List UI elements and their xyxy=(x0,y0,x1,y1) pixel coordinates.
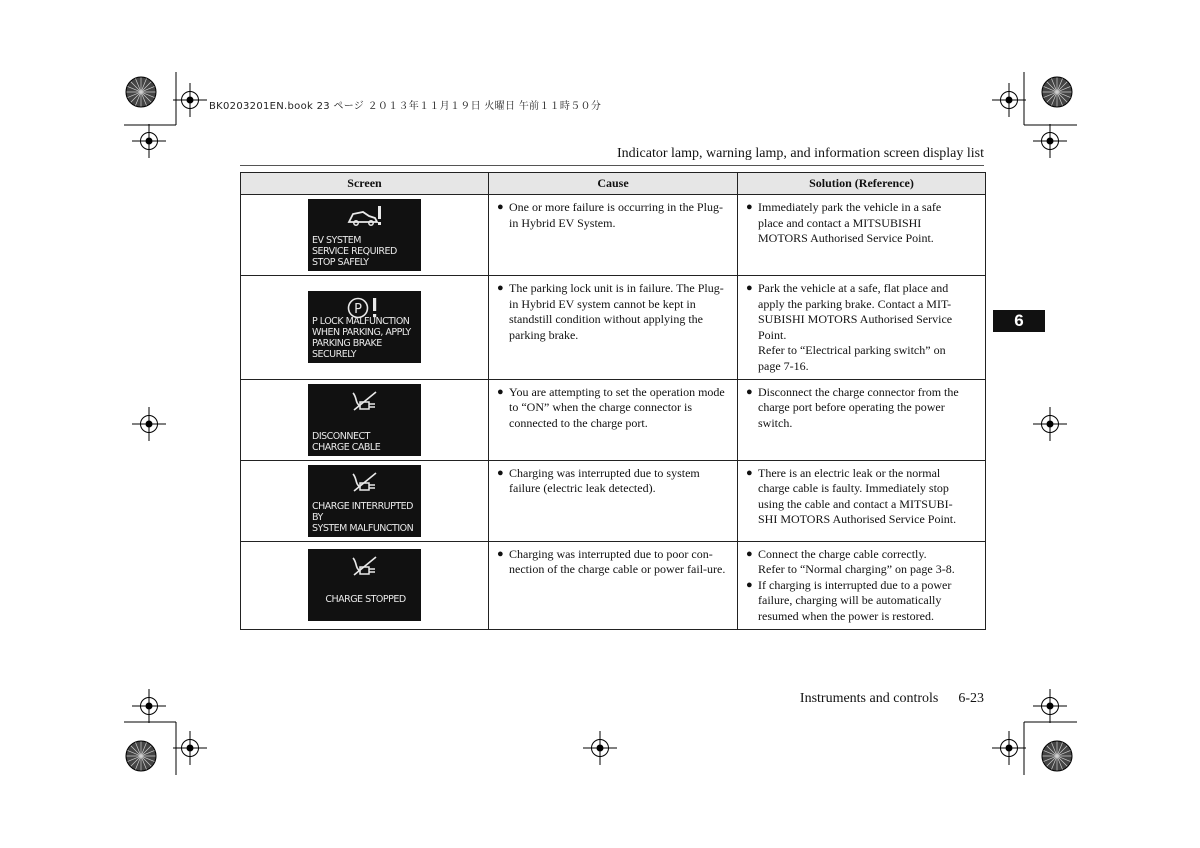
cause-cell xyxy=(489,379,738,460)
screen-cell xyxy=(241,379,489,460)
info-screen-display xyxy=(308,384,421,456)
column-header-solution: Solution (Reference) xyxy=(738,173,986,195)
cause-text: Charging was interrupted due to system failure (electric leak detected). xyxy=(509,465,700,496)
bullet-icon: ● xyxy=(746,578,753,591)
page-footer xyxy=(740,691,984,707)
solution-line: If charging is interrupted due to a power xyxy=(758,577,952,592)
solution-line: There is an electric leak or the normal xyxy=(758,465,941,480)
charge-cable-icon xyxy=(308,554,421,583)
solution-line: Refer to “Electrical parking switch” on xyxy=(758,343,946,358)
solution-line: apply the parking brake. Contact a MIT- xyxy=(758,296,952,311)
screen-message-line: WHEN PARKING, APPLY xyxy=(312,327,411,339)
cause-cell xyxy=(489,195,738,276)
cause-text: You are attempting to set the operation mode to “ON” when the charge connector is connected to the charge port. xyxy=(509,384,725,430)
column-header-screen: Screen xyxy=(241,173,489,195)
solution-line: MOTORS Authorised Service Point. xyxy=(758,231,934,246)
header-rule xyxy=(240,165,984,166)
screen-message-line: CHARGE INTERRUPTED BY xyxy=(312,500,413,523)
charge-cable-icon xyxy=(308,389,421,418)
chapter-tab: 6 xyxy=(993,310,1045,332)
solution-line: resumed when the power is restored. xyxy=(758,608,934,623)
bullet-icon: ● xyxy=(497,466,504,479)
bullet-icon: ● xyxy=(746,282,753,294)
table-row xyxy=(241,460,986,541)
info-screen-display xyxy=(308,291,421,363)
screen-cell xyxy=(241,276,489,380)
bullet-icon: ● xyxy=(746,466,753,479)
solution-line: switch. xyxy=(758,415,793,430)
bullet-icon: ● xyxy=(497,201,504,213)
bullet-icon: ● xyxy=(497,385,504,398)
solution-line: SHI MOTORS Authorised Service Point. xyxy=(758,512,957,527)
solution-line: charge port before operating the power xyxy=(758,400,945,415)
bullet-icon: ● xyxy=(746,201,753,213)
print-info-line: BK0203201EN.book 23 ページ ２０１３年１１月１９日 火曜日 午前１１時５０分 xyxy=(209,101,602,112)
solution-line: Connect the charge cable correctly. xyxy=(758,546,927,561)
solution-line: charge cable is faulty. Immediately stop xyxy=(758,481,949,496)
table-row xyxy=(241,541,986,629)
table-header-row xyxy=(241,173,986,195)
screen-cell xyxy=(241,541,489,629)
solution-line: Park the vehicle at a safe, flat place and xyxy=(758,281,949,295)
solution-line: Disconnect the charge connector from the xyxy=(758,384,959,399)
table-row xyxy=(241,195,986,276)
info-screen-display xyxy=(308,465,421,537)
charge-cable-icon xyxy=(308,470,421,499)
bullet-icon: ● xyxy=(746,385,753,398)
screen-cell xyxy=(241,195,489,276)
cause-cell xyxy=(489,276,738,380)
info-screen-display xyxy=(308,199,421,271)
cause-cell xyxy=(489,541,738,629)
solution-line: SUBISHI MOTORS Authorised Service xyxy=(758,312,953,327)
solution-line: using the cable and contact a MITSUBI- xyxy=(758,496,953,511)
screen-message-line: SYSTEM MALFUNCTION xyxy=(312,522,414,534)
screen-message-line: STOP SAFELY xyxy=(312,257,369,268)
car-warning-icon xyxy=(308,204,421,233)
bullet-icon: ● xyxy=(497,547,504,560)
table-row xyxy=(241,276,986,380)
screen-message-line: P LOCK MALFUNCTION xyxy=(312,316,410,328)
screen-message-line: CHARGE CABLE xyxy=(312,441,381,453)
solution-cell xyxy=(738,379,986,460)
bullet-icon: ● xyxy=(497,282,504,294)
screen-cell xyxy=(241,460,489,541)
solution-cell xyxy=(738,541,986,629)
solution-line: Immediately park the vehicle in a safe xyxy=(758,200,942,214)
page-number: 6-23 xyxy=(958,691,984,706)
page-header-title: Indicator lamp, warning lamp, and information screen display list xyxy=(616,146,984,161)
screen-message-line: EV SYSTEM xyxy=(312,235,361,246)
solution-line: place and contact a MITSUBISHI xyxy=(758,215,922,230)
cause-text: One or more failure is occurring in the Plug-in Hybrid EV System. xyxy=(509,200,723,230)
screen-message-line: DISCONNECT xyxy=(312,430,370,442)
screen-message-line: CHARGE STOPPED xyxy=(325,594,406,606)
info-screen-display xyxy=(308,549,421,621)
bullet-icon: ● xyxy=(746,547,753,560)
cause-cell xyxy=(489,460,738,541)
indicator-table xyxy=(240,172,986,630)
table-row xyxy=(241,379,986,460)
solution-cell xyxy=(738,276,986,380)
solution-line: failure, charging will be automatically xyxy=(758,593,942,608)
solution-line: Point. xyxy=(758,327,787,342)
svg-text:P: P xyxy=(353,302,362,318)
footer-section-title: Instruments and controls xyxy=(799,691,939,706)
cause-text: The parking lock unit is in failure. The Plug-in Hybrid EV system cannot be kept in standstill condition without applying the parking brake. xyxy=(509,281,724,342)
solution-cell xyxy=(738,195,986,276)
solution-line: Refer to “Normal charging” on page 3-8. xyxy=(758,562,955,577)
screen-message-line: SERVICE REQUIRED xyxy=(312,246,397,257)
column-header-cause: Cause xyxy=(489,173,738,195)
solution-cell xyxy=(738,460,986,541)
solution-line: page 7-16. xyxy=(758,358,809,373)
cause-text: Charging was interrupted due to poor con-nection of the charge cable or power fail-ure. xyxy=(509,546,726,577)
screen-message-line: PARKING BRAKE SECURELY xyxy=(312,338,382,361)
